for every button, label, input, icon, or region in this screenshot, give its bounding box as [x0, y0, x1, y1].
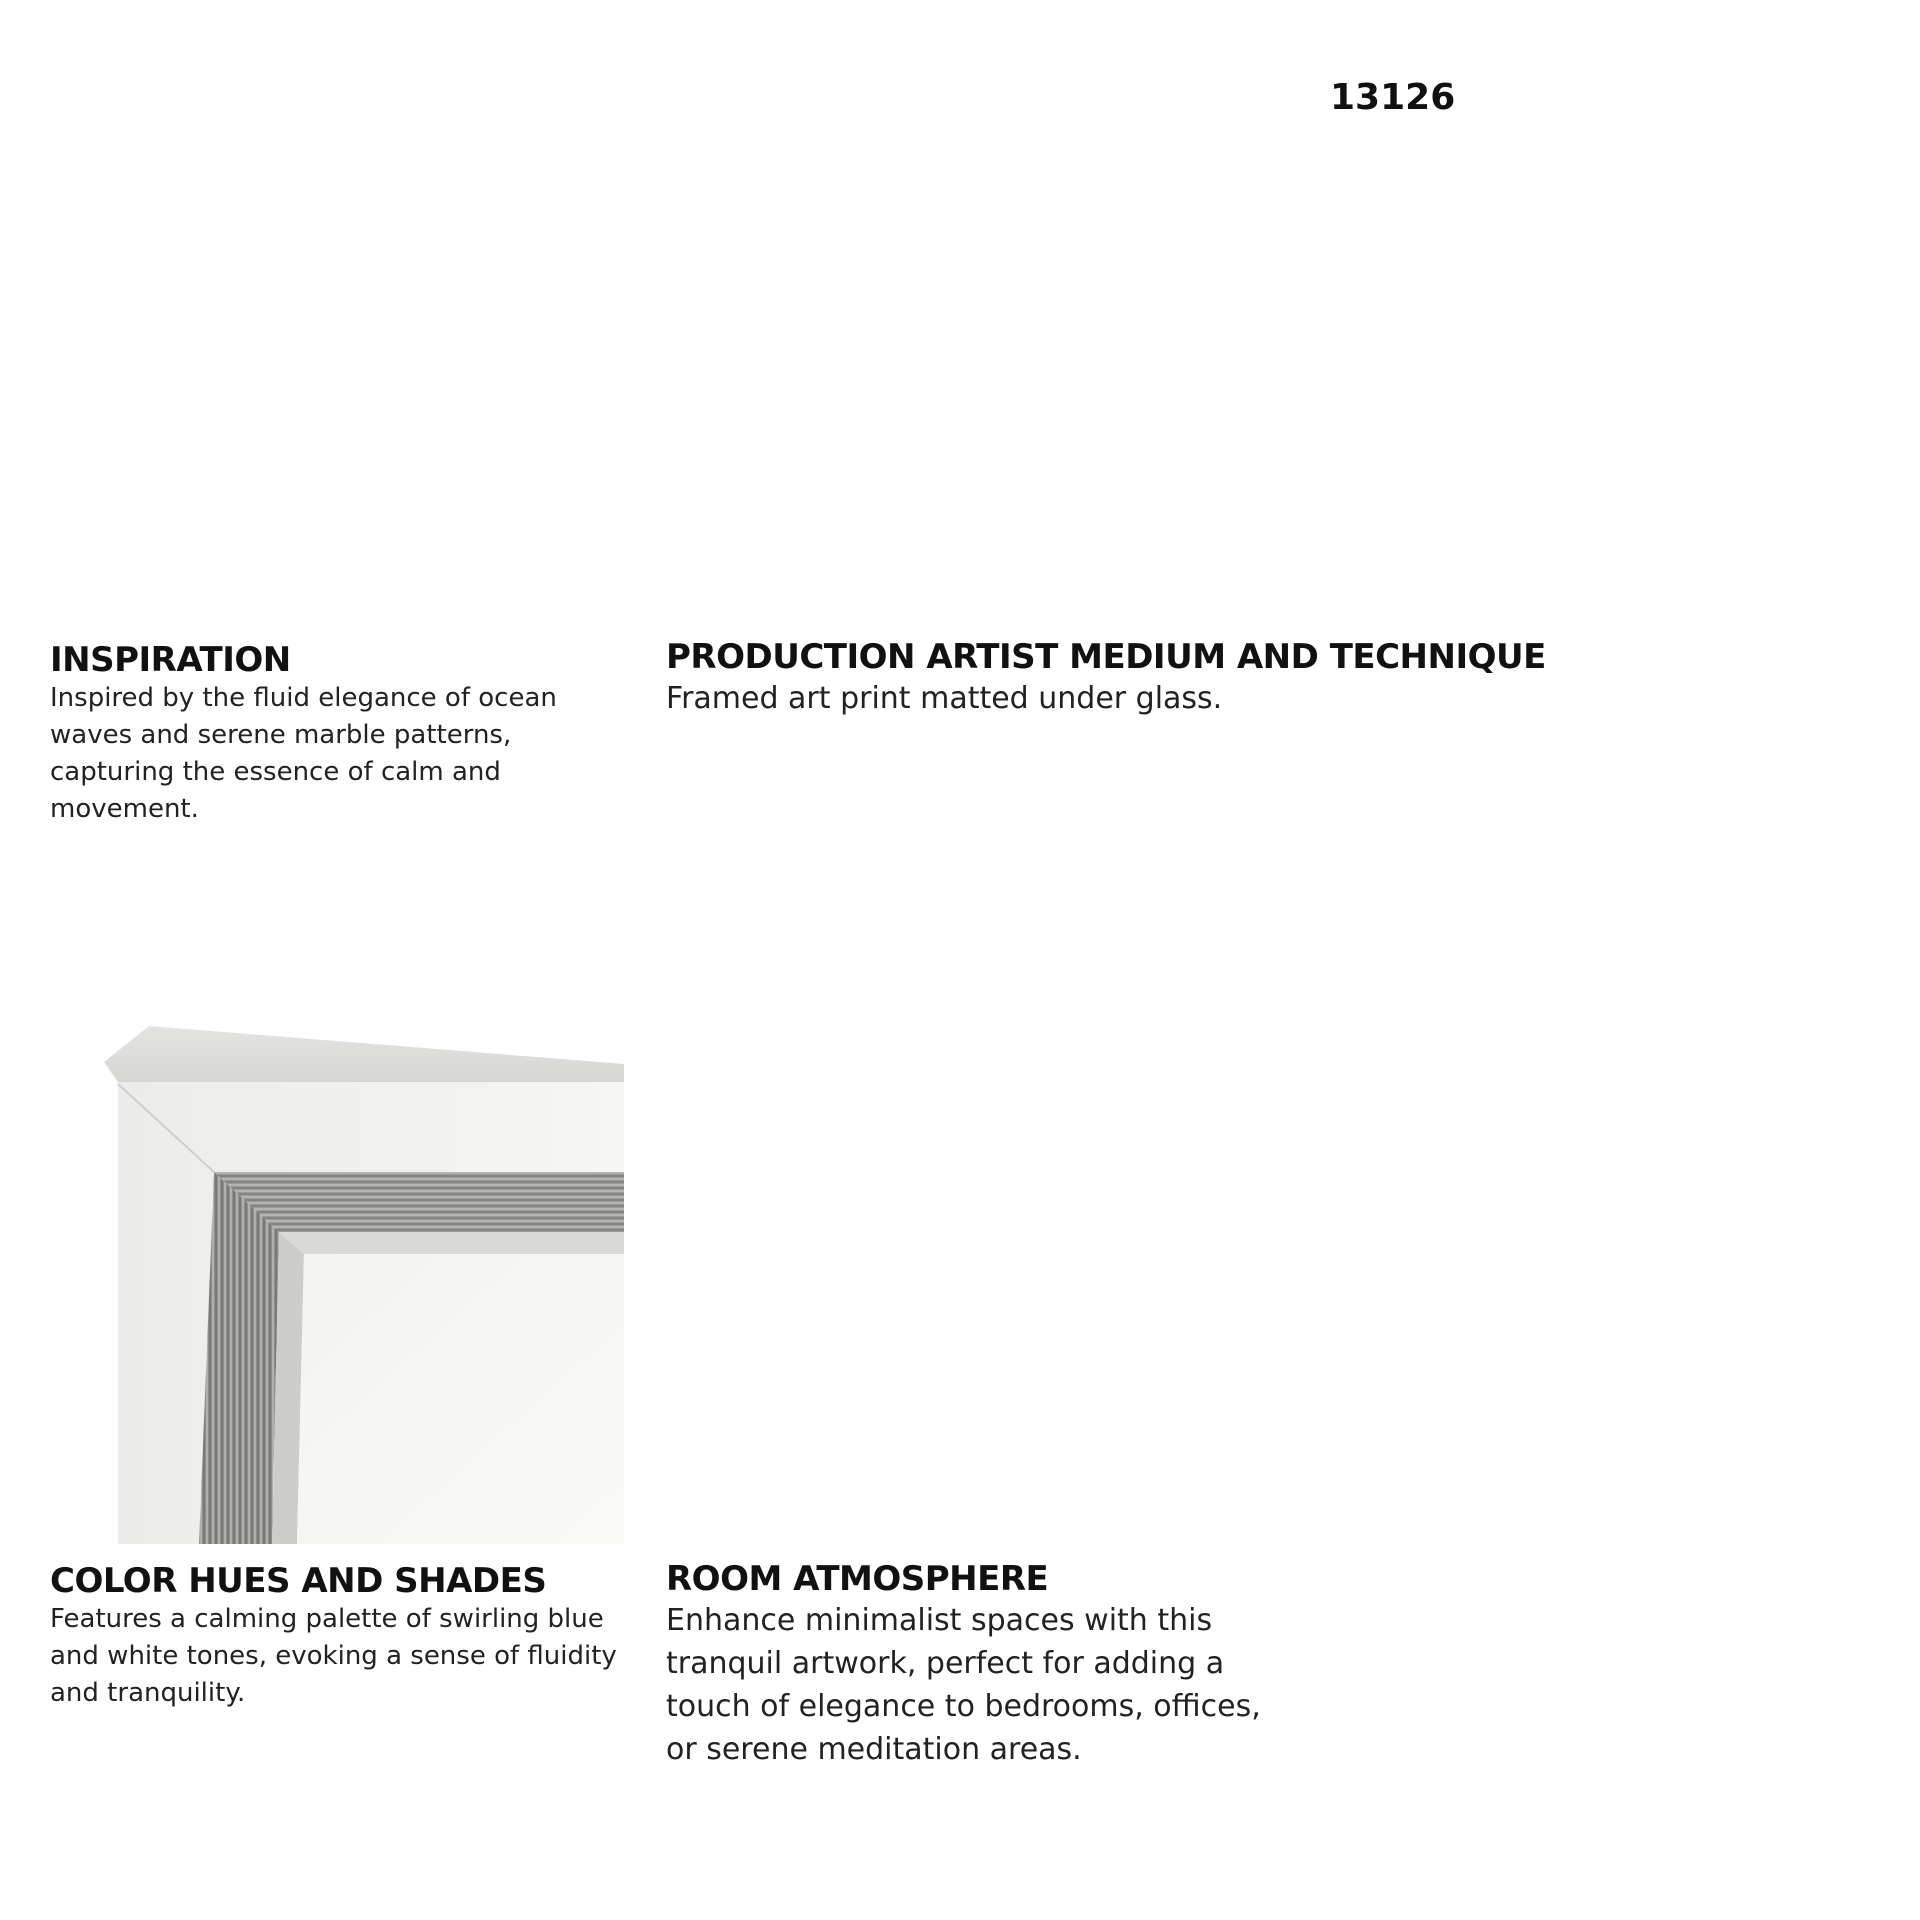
production-section	[666, 637, 1546, 720]
frame-corner-photo	[104, 1022, 624, 1544]
inner-bevel-top	[279, 1232, 624, 1254]
frame-top-lip	[104, 1026, 624, 1082]
product-number: 13126	[1330, 77, 1456, 118]
mat-area	[297, 1254, 624, 1544]
inspiration-text: Inspired by the fluid elegance of ocean waves and serene marble patterns, capturing the essence of calm and movement.	[50, 683, 557, 824]
color-hues-text: Features a calming palette of swirling blue and white tones, evoking a sense of fluidity and tranquility.	[50, 1604, 617, 1708]
color-hues-title: COLOR HUES AND SHADES	[50, 1561, 547, 1601]
room-atmosphere-text: Enhance minimalist spaces with this tranquil artwork, perfect for adding a touch of elegance to bedrooms, offices, or serene meditation areas.	[666, 1603, 1261, 1767]
room-atmosphere-title: ROOM ATMOSPHERE	[666, 1559, 1049, 1599]
production-text: Framed art print matted under glass.	[666, 681, 1223, 716]
silver-fillet-top	[214, 1172, 624, 1232]
inspiration-section	[50, 640, 640, 828]
production-title: PRODUCTION ARTIST MEDIUM AND TECHNIQUE	[666, 637, 1546, 677]
color-hues-section	[50, 1561, 640, 1712]
frame-corner-illustration	[104, 1022, 624, 1544]
inspiration-title: INSPIRATION	[50, 640, 291, 680]
room-atmosphere-section	[666, 1559, 1266, 1771]
